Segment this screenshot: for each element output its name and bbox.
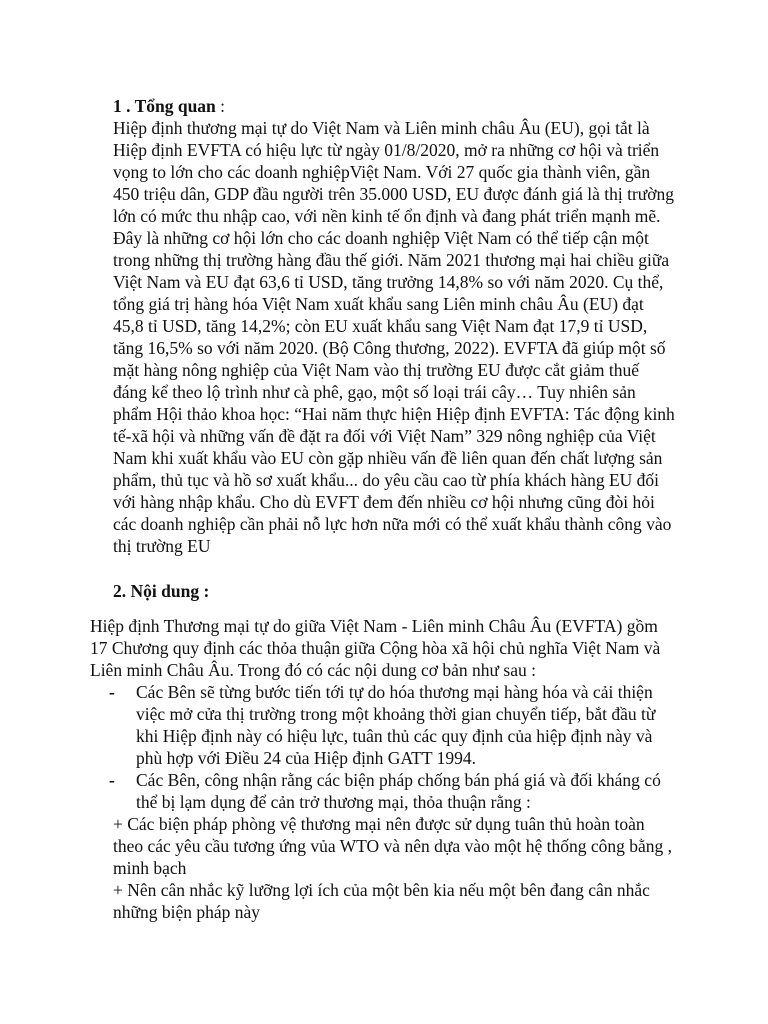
bullet-line: Các Bên sẽ từng bước tiến tới tự do hóa thương mại hàng hóa và cải thiện — [136, 682, 653, 702]
paragraph-line: Đây là những cơ hội lớn cho các doanh nghiệp Việt Nam có thể tiếp cận một — [113, 228, 649, 248]
paragraph-line: 45,8 tỉ USD, tăng 14,2%; còn EU xuất khẩu sang Việt Nam đạt 17,9 tỉ USD, — [113, 316, 648, 336]
plus-item — [113, 813, 672, 879]
paragraph-line: phẩm, thủ tục và hồ sơ xuất khẩu... do yêu cầu cao từ phía khách hàng EU đối — [113, 470, 660, 490]
paragraph-line: vọng to lớn cho các doanh nghiệpViệt Nam. Với 27 quốc gia thành viên, gần — [113, 162, 651, 182]
plus-line: minh bạch — [113, 858, 187, 878]
paragraph-line: Hiệp định thương mại tự do Việt Nam và Liên minh châu Âu (EU), gọi tắt là — [113, 118, 650, 138]
plus-item — [113, 879, 672, 923]
paragraph-line: Hiệp định Thương mại tự do giữa Việt Nam - Liên minh Châu Âu (EVFTA) gồm — [90, 616, 658, 636]
section-1 — [113, 95, 675, 557]
paragraph-line: tổng giá trị hàng hóa Việt Nam xuất khẩu sang Liên minh châu Âu (EU) đạt — [113, 294, 644, 314]
bullet-dash: - — [109, 682, 115, 702]
section-1-heading-title: Tổng quan — [134, 96, 216, 116]
paragraph-line: mặt hàng nông nghiệp của Việt Nam vào thị trường EU được cắt giảm thuế — [113, 360, 639, 380]
paragraph-line: với hàng nhập khẩu. Cho dù EVFT đem đến nhiều cơ hội nhưng cũng đòi hỏi — [113, 492, 655, 512]
paragraph-line: Nam khi xuất khẩu vào EU còn gặp nhiều vấn đề liên quan đến chất lượng sản — [113, 448, 663, 468]
paragraph-line: trong những thị trường hàng đầu thế giới. Năm 2021 thương mại hai chiều giữa — [113, 250, 670, 270]
paragraph-line: lớn có mức thu nhập cao, với nền kinh tế ổn định và đang phát triển mạnh mẽ. — [113, 206, 661, 226]
paragraph-line: 17 Chương quy định các thỏa thuận giữa Cộng hòa xã hội chủ nghĩa Việt Nam và — [90, 638, 661, 658]
paragraph-line: các doanh nghiệp cần phải nỗ lực hơn nữa mới có thể xuất khẩu thành công vào — [113, 514, 672, 534]
plus-line: + Nên cân nhắc kỹ lưỡng lợi ích của một bên kia nếu một bên đang cân nhắc — [113, 880, 650, 900]
plus-line: những biện pháp này — [113, 902, 261, 922]
bullet-list — [109, 681, 661, 813]
section-1-heading-number: 1 . — [113, 96, 135, 116]
bullet-line: thể bị lạm dụng để cản trở thương mại, thỏa thuận rằng : — [136, 792, 531, 812]
plus-list — [113, 813, 672, 923]
section-1-heading-suffix: : — [215, 96, 226, 116]
section-2-intro — [90, 615, 660, 681]
paragraph-line: tăng 16,5% so với năm 2020. (Bộ Công thương, 2022). EVFTA đã giúp một số — [113, 338, 666, 358]
paragraph-line: đáng kể theo lộ trình như cà phê, gạo, một số loại trái cây… Tuy nhiên sản — [113, 382, 636, 402]
bullet-line: khi Hiệp định này có hiệu lực, tuân thủ các quy định của hiệp định này và — [136, 726, 653, 746]
section-1-heading — [113, 95, 675, 117]
paragraph-line: 450 triệu dân, GDP đầu người trên 35.000 USD, EU được đánh giá là thị trường — [113, 184, 675, 204]
section-2-heading: 2. Nội dung : — [113, 581, 210, 601]
paragraph-line: tế-xã hội và những vấn đề đặt ra đối với Việt Nam” 329 nông nghiệp của Việt — [113, 426, 656, 446]
list-item — [109, 681, 661, 769]
section-2-heading-block — [113, 580, 209, 602]
bullet-line: Các Bên, công nhận rằng các biện pháp chống bán phá giá và đối kháng có — [136, 770, 661, 790]
bullet-line: việc mở cửa thị trường trong một khoảng thời gian chuyển tiếp, bắt đầu từ — [136, 704, 656, 724]
paragraph-line: thị trường EU — [113, 536, 211, 556]
bullet-line: phù hợp với Điều 24 của Hiệp định GATT 1994. — [136, 748, 476, 768]
paragraph-line: Hiệp định EVFTA có hiệu lực từ ngày 01/8/2020, mở ra những cơ hội và triển — [113, 140, 660, 160]
list-item — [109, 769, 661, 813]
bullet-dash: - — [109, 770, 115, 790]
paragraph-line: Việt Nam và EU đạt 63,6 tỉ USD, tăng trưởng 14,8% so với năm 2020. Cụ thể, — [113, 272, 664, 292]
plus-line: + Các biện pháp phòng vệ thương mại nên được sử dụng tuân thủ hoàn toàn — [113, 814, 645, 834]
paragraph-line: Liên minh Châu Âu. Trong đó có các nội dung cơ bản như sau : — [90, 660, 536, 680]
paragraph-line: phẩm Hội thảo khoa học: “Hai năm thực hiện Hiệp định EVFTA: Tác động kinh — [113, 404, 675, 424]
plus-line: theo các yêu cầu tương ứng vủa WTO và nên dựa vào một hệ thống công bằng , — [113, 836, 672, 856]
